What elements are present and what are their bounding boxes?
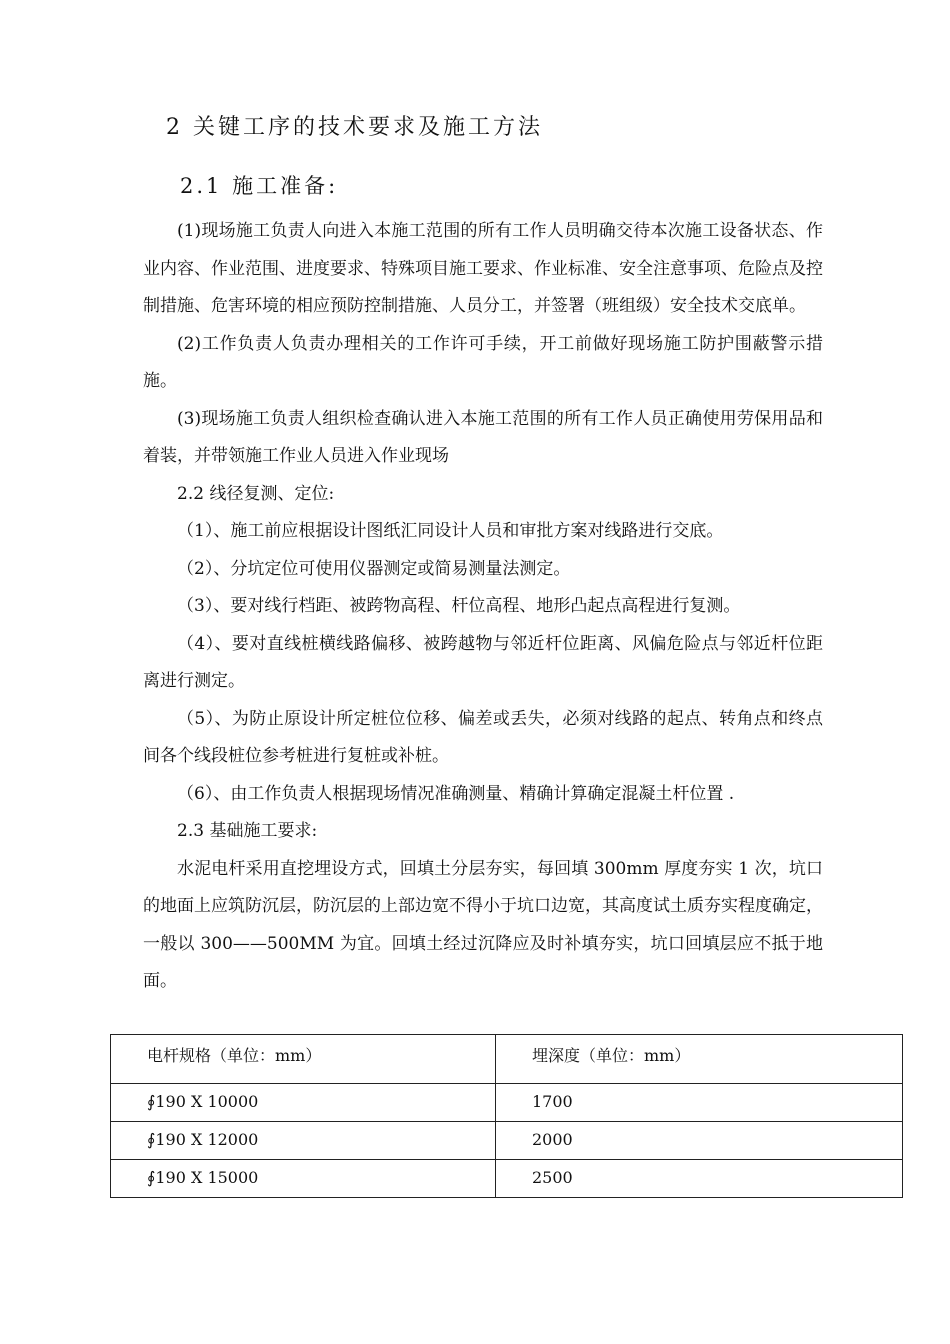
- table-cell: ∮190 X 10000: [111, 1084, 496, 1122]
- paragraph: （6）、由工作负责人根据现场情况准确测量、精确计算确定混凝土杆位置 .: [177, 783, 735, 804]
- table-cell: ∮190 X 15000: [111, 1160, 496, 1198]
- paragraph: (3)现场施工负责人组织检查确认进入本施工范围的所有工作人员正确使用劳保用品和着装，并带领施工作业人员进入作业现场: [143, 408, 823, 466]
- paragraph: 水泥电杆采用直挖埋设方式，回填土分层夯实，每回填 300mm 厚度夯实 1 次，坑口的地面上应筑防沉层，防沉层的上部边宽不得小于坑口边宽，其高度试土质夯实程度确定，一般以 300——500MM 为宜。回填土经过沉降应及时补填夯实，坑口回填层应不抵于地面。: [143, 858, 823, 991]
- table-row: [111, 1122, 903, 1160]
- subsection-heading: 2.3 基础施工要求:: [177, 821, 318, 841]
- body-text: [143, 213, 823, 1001]
- paragraph: （2）、分坑定位可使用仪器测定或简易测量法测定。: [177, 558, 571, 579]
- table-cell: 2500: [496, 1160, 903, 1198]
- section-heading: 2 关键工序的技术要求及施工方法: [166, 115, 543, 140]
- table-header-cell: 电杆规格（单位：mm）: [111, 1035, 496, 1084]
- paragraph: (2)工作负责人负责办理相关的工作许可手续，开工前做好现场施工防护围蔽警示措施。: [143, 333, 823, 391]
- table-cell: 1700: [496, 1084, 903, 1122]
- paragraph: （3）、要对线行档距、被跨物高程、杆位高程、地形凸起点高程进行复测。: [177, 596, 741, 616]
- table-row: [111, 1160, 903, 1198]
- paragraph: （4）、要对直线桩横线路偏移、被跨越物与邻近杆位距离、风偏危险点与邻近杆位距离进行测定。: [143, 633, 823, 691]
- table-header-cell: 埋深度（单位：mm）: [496, 1035, 903, 1084]
- table-cell: ∮190 X 12000: [111, 1122, 496, 1160]
- table-header-row: [111, 1035, 903, 1084]
- table-row: [111, 1084, 903, 1122]
- subsection-heading: 2.1 施工准备:: [180, 174, 339, 198]
- paragraph: (1)现场施工负责人向进入本施工范围的所有工作人员明确交待本次施工设备状态、作业内容、作业范围、进度要求、特殊项目施工要求、作业标准、安全注意事项、危险点及控制措施、危害环境的相应预防控制措施、人员分工，并签署（班组级）安全技术交底单。: [143, 221, 823, 316]
- paragraph: （1）、施工前应根据设计图纸汇同设计人员和审批方案对线路进行交底。: [177, 521, 724, 541]
- pole-depth-table: [110, 1034, 903, 1198]
- subsection-heading: 2.2 线径复测、定位:: [177, 483, 335, 504]
- table-cell: 2000: [496, 1122, 903, 1160]
- paragraph: （5）、为防止原设计所定桩位位移、偏差或丢失，必须对线路的起点、转角点和终点间各个线段桩位参考桩进行复桩或补桩。: [143, 708, 823, 766]
